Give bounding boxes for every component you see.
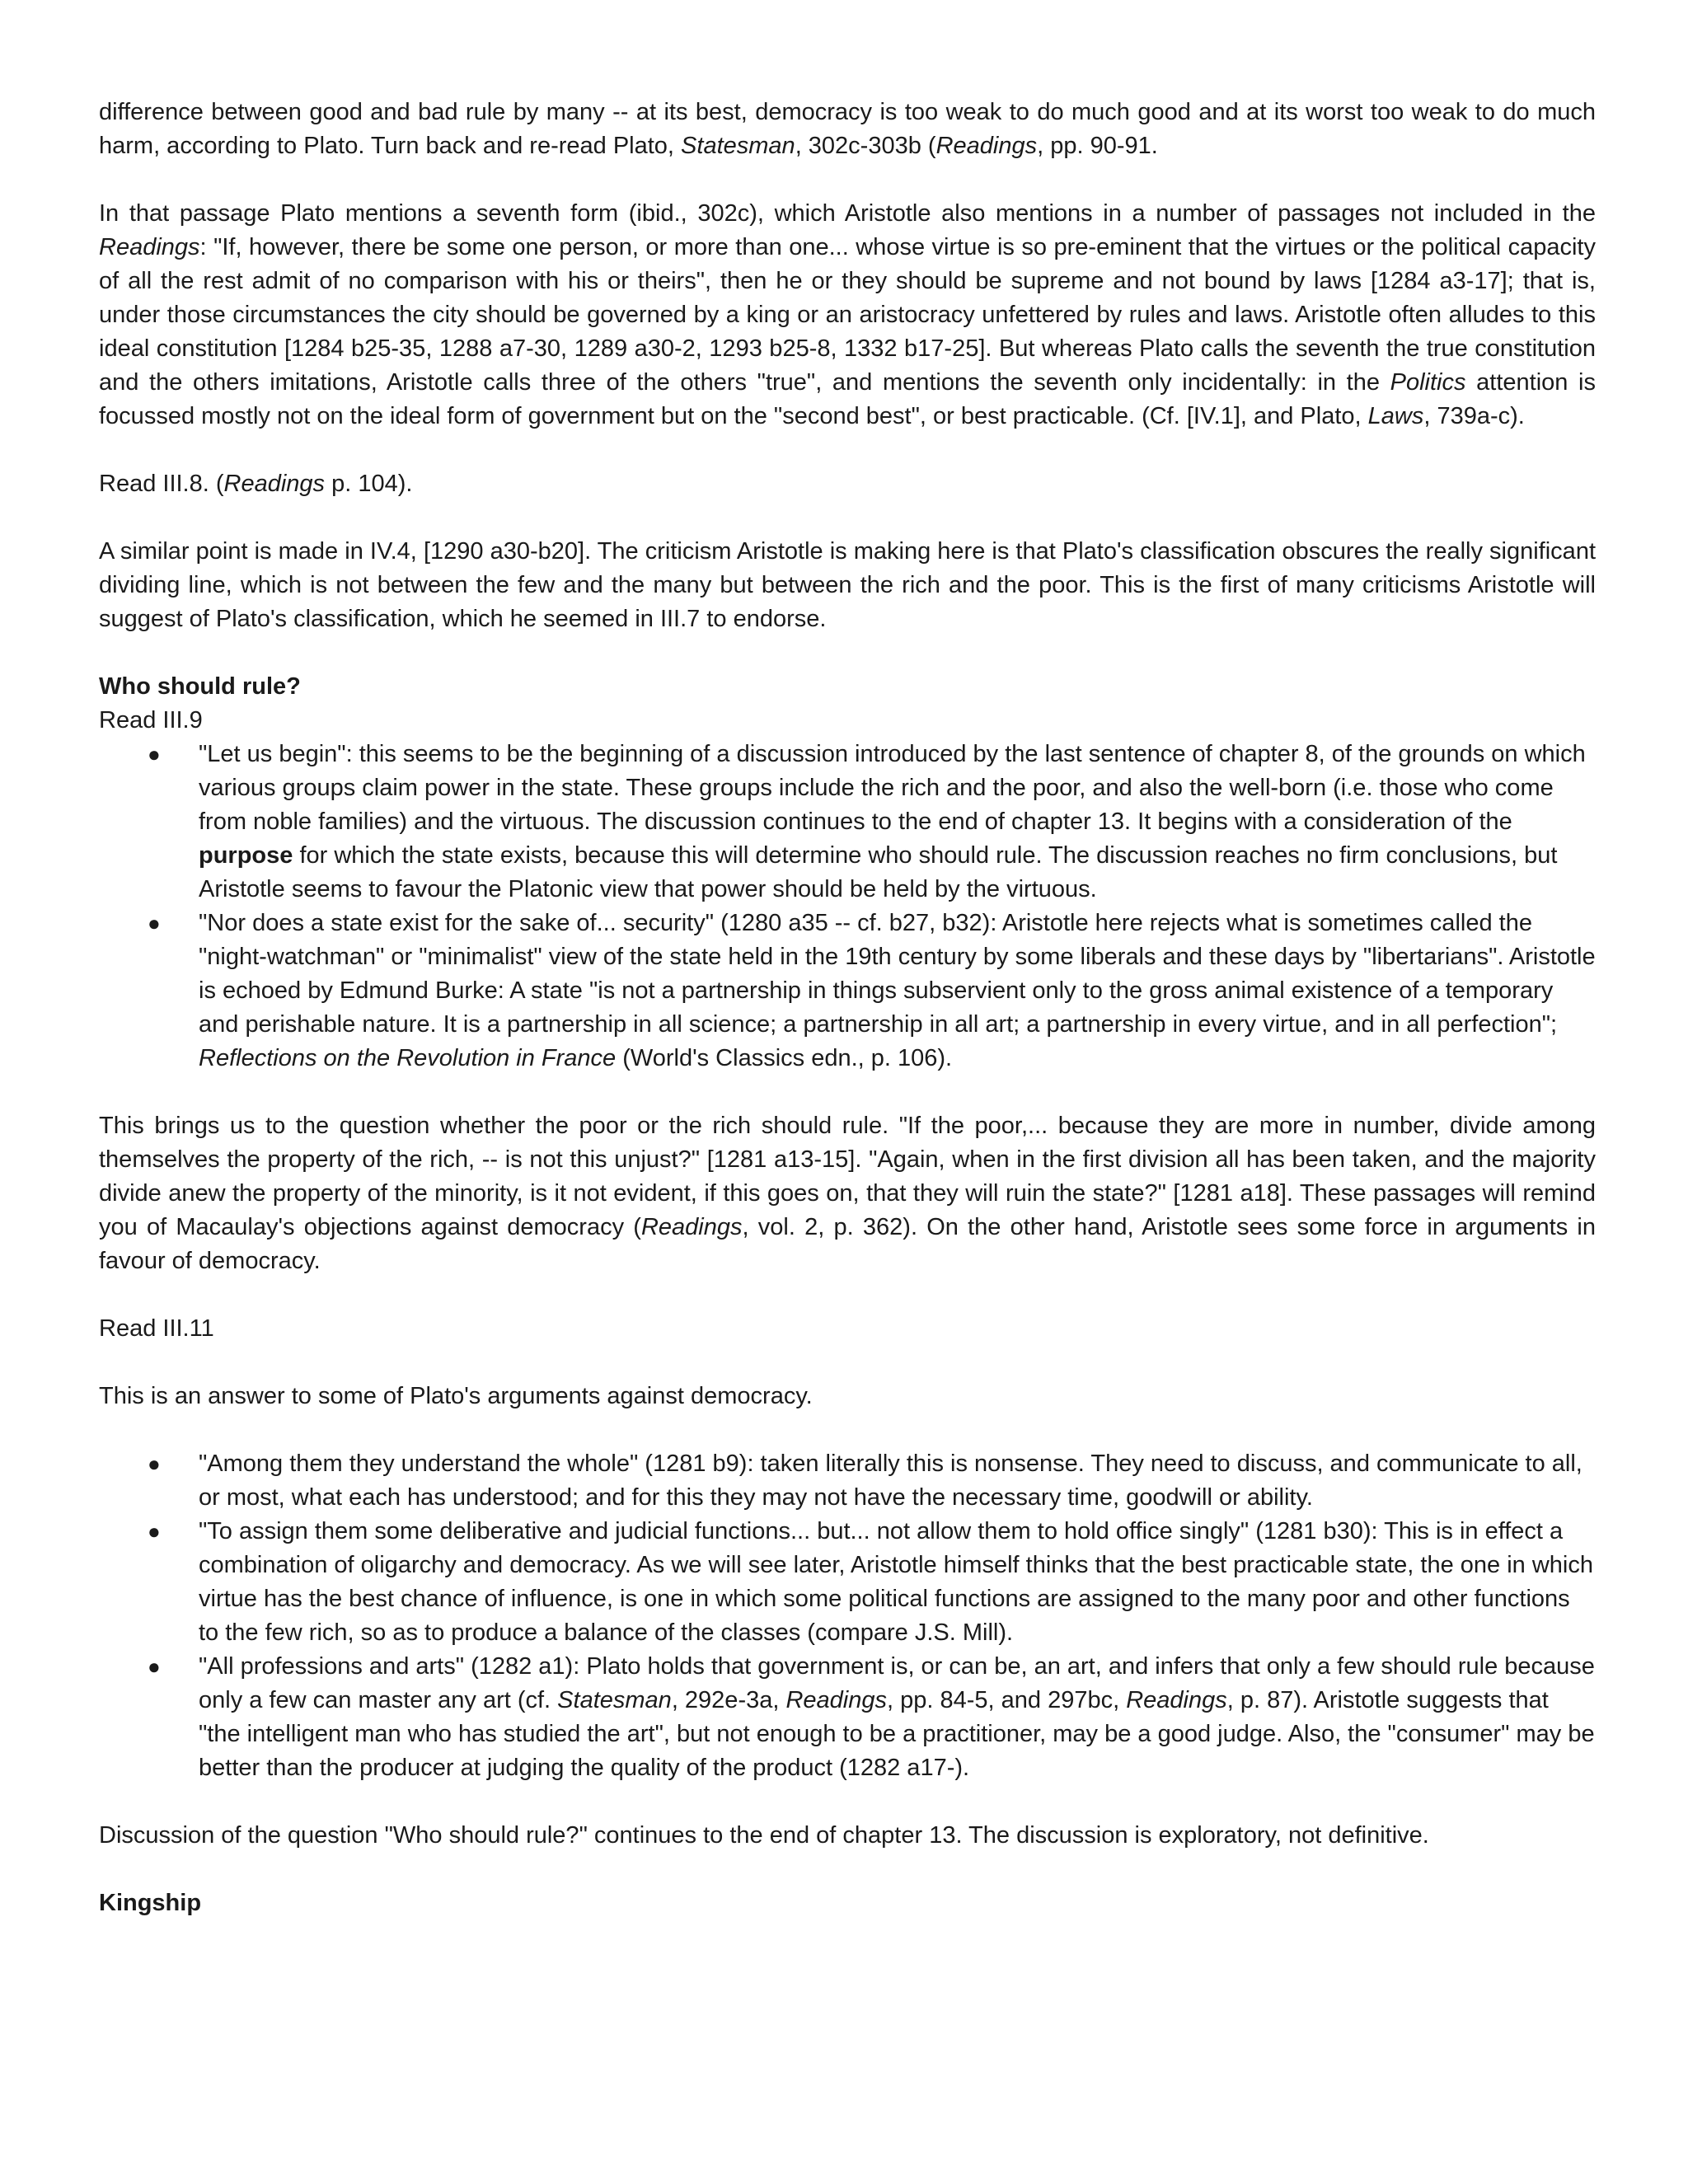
section-heading-who-should-rule: Who should rule?	[99, 673, 301, 700]
text-run: "To assign them some deliberative and judicial functions... but... not allow them to hold office singly" (1281 b30): This is in effect a combination of oligarchy and democracy. As we will see later, Aristotle himself thinks that the best practicable state, the one in which virtue has the best chance of influence, is one in which some political functions are assigned to the many poor and other functions to the few rich, so as to produce a balance of the classes (compare J.S. Mill).	[199, 1518, 1593, 1646]
text-run: This brings us to the question whether the poor or the rich should rule. "If the poor,... because they are more in number, divide among themselves the property of the rich, -- is not this unjust?" [1281 a13-15]. "Again, when in the first division all has been taken, and the majority divide anew the property of the minority, is it not evident, if this goes on, that they will ruin the state?" [1281 a18]. These passages will remind you of Macaulay's objections against democracy (	[99, 1113, 1596, 1240]
italic-text: Laws	[1367, 403, 1424, 429]
text-run: : "If, however, there be some one person, or more than one... whose virtue is so pre-eminent that the virtues or the political capacity of all the rest admit of no comparison with his or theirs", then he or they should be supreme and not bound by laws [1284 a3-17]; that is, under those circumstances the city should be governed by a king or an aristocracy unfettered by rules and laws. Aristotle often alludes to this ideal constitution [1284 b25-35, 1288 a7-30, 1289 a30-2, 1293 b25-8, 1332 b17-25]. But whereas Plato calls the seventh the true constitution and the others imitations, Aristotle calls three of the others "true", and mentions the seventh only incidentally: in the	[99, 234, 1596, 396]
italic-text: Statesman	[681, 133, 795, 159]
paragraph-poor-or-rich	[99, 1109, 1596, 1278]
list-item	[148, 1650, 1596, 1785]
bullet-list-iii9	[99, 738, 1596, 1076]
italic-text: Readings	[785, 1687, 887, 1713]
list-item	[148, 738, 1596, 907]
text-run: Discussion of the question "Who should rule?" continues to the end of chapter 13. The discussion is exploratory, not definitive.	[99, 1822, 1429, 1849]
text-run: In that passage Plato mentions a seventh form (ibid., 302c), which Aristotle also mentions in a number of passages not included in the	[99, 200, 1596, 227]
italic-text: Reflections on the Revolution in France	[199, 1045, 617, 1071]
paragraph-read-iii8	[99, 467, 1596, 501]
list-item	[148, 1515, 1596, 1650]
bullet-icon: ●	[148, 742, 161, 766]
paragraph-seventh-form	[99, 197, 1596, 434]
text-run: Read III.8. (	[99, 471, 224, 497]
text-run: Read III.11	[99, 1315, 214, 1342]
list-item	[148, 907, 1596, 1076]
text-run: , p. 87). Aristotle suggests that "the intelligent man who has studied the art", but not enough to be a practitioner, may be a good judge. Also, the "consumer" may be better than the producer at judging the quality of the product (1282 a17-).	[199, 1687, 1595, 1781]
paragraph-democracy-strength	[99, 96, 1596, 163]
text-run: "Among them they understand the whole" (1281 b9): taken literally this is nonsense. They need to discuss, and communicate to all, or most, what each has understood; and for this they may not have the necessary time, goodwill or ability.	[199, 1451, 1582, 1511]
read-iii9-line: Read III.9	[99, 707, 203, 733]
text-run: "All professions and arts" (1282 a1): Plato holds that government is, or can be, an art, and infers that only a few should rule because only a few can master any art (cf.	[199, 1653, 1595, 1713]
italic-text: Readings	[1126, 1687, 1227, 1713]
bullet-icon: ●	[148, 1451, 161, 1476]
text-run: p. 104).	[325, 471, 413, 497]
text-run: , 302c-303b (	[795, 133, 936, 159]
paragraph-answer-to-plato	[99, 1380, 1596, 1413]
list-item	[148, 1447, 1596, 1515]
text-run: , pp. 84-5, and 297bc,	[887, 1687, 1127, 1713]
bullet-icon: ●	[148, 1654, 161, 1679]
text-run: for which the state exists, because this will determine who should rule. The discussion reaches no firm conclusions, but Aristotle seems to favour the Platonic view that power should be held by the virtuous.	[199, 842, 1558, 902]
document-page	[99, 96, 1596, 1920]
text-run: , 292e-3a,	[671, 1687, 786, 1713]
text-run: "Nor does a state exist for the sake of... security" (1280 a35 -- cf. b27, b32): Aristotle here rejects what is sometimes called the "night-watchman" or "minimalist" view of the state held in the 19th century by some liberals and these days by "libertarians". Aristotle is echoed by Edmund Burke: A state "is not a partnership in things subservient only to the gross animal existence of a temporary and perishable nature. It is a partnership in all science; a partnership in all art; a partnership in every virtue, and in all perfection";	[199, 910, 1596, 1038]
italic-text: Readings	[640, 1214, 743, 1240]
text-run: "Let us begin": this seems to be the beginning of a discussion introduced by the last sentence of chapter 8, of the grounds on which various groups claim power in the state. These groups include the rich and the poor, and also the well-born (i.e. those who come from noble families) and the virtuous. The discussion continues to the end of chapter 13. It begins with a consideration of the	[199, 741, 1586, 835]
italic-text: Readings	[935, 133, 1038, 159]
text-run: A similar point is made in IV.4, [1290 a30-b20]. The criticism Aristotle is making here is that Plato's classification obscures the really significant dividing line, which is not between the few and the many but between the rich and the poor. This is the first of many criticisms Aristotle will suggest of Plato's classification, which he seemed in III.7 to endorse.	[99, 538, 1596, 632]
text-run: , 739a-c).	[1423, 403, 1525, 429]
italic-text: Politics	[1390, 369, 1466, 396]
paragraph-discussion-continues	[99, 1819, 1596, 1853]
text-run: attention is focussed mostly not on the ideal form of government but on the "second best", or best practicable. (Cf. [IV.1], and Plato,	[99, 369, 1596, 429]
bullet-icon: ●	[148, 1519, 161, 1544]
bullet-icon: ●	[148, 911, 161, 935]
italic-text: Readings	[99, 234, 200, 260]
italic-text: Readings	[223, 471, 326, 497]
text-run: , vol. 2, p. 362). On the other hand, Aristotle sees some force in arguments in favour of democracy.	[99, 1214, 1596, 1274]
bullet-list-iii11	[99, 1447, 1596, 1785]
paragraph-read-iii11	[99, 1312, 1596, 1346]
text-run: difference between good and bad rule by many -- at its best, democracy is too weak to do much good and at its worst too weak to do much harm, according to Plato. Turn back and re-read Plato,	[99, 99, 1596, 159]
text-run: This is an answer to some of Plato's arguments against democracy.	[99, 1383, 813, 1409]
italic-text: Statesman	[557, 1687, 672, 1713]
paragraph-similar-point	[99, 535, 1596, 636]
section-heading-kingship: Kingship	[99, 1890, 202, 1916]
text-run: , pp. 90-91.	[1037, 133, 1158, 159]
bold-text: purpose	[199, 842, 293, 869]
text-run: (World's Classics edn., p. 106).	[616, 1045, 953, 1071]
